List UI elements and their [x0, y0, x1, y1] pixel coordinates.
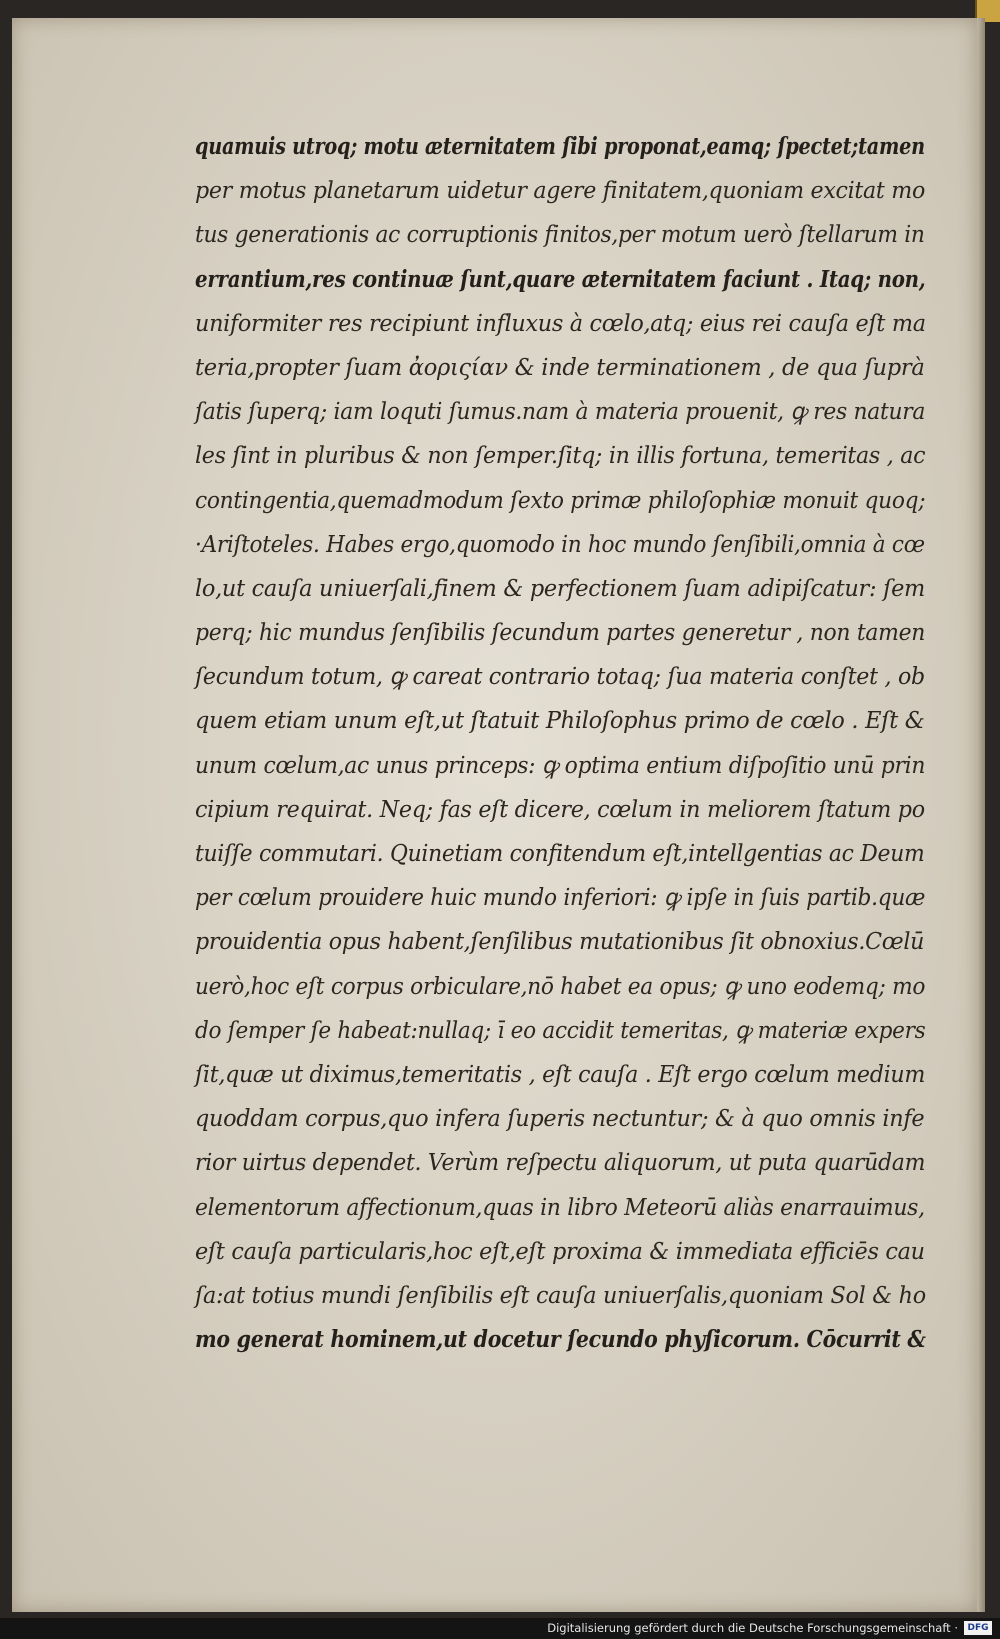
- text-line: tus generationis ac corruptionis finitos,per motum uerò ſtellarum in: [195, 221, 925, 249]
- text-line: quoddam corpus,quo infera ſuperis nectuntur; & à quo omnis infe: [195, 1105, 925, 1133]
- text-line: tuiſſe commutari. Quinetiam confitendum eſt,intellgentias ac Deum: [195, 840, 925, 867]
- text-line: eſt cauſa particularis,hoc eſt,eſt proxima & immediata efficiēs cau: [195, 1237, 925, 1265]
- text-line: ·Ariſtoteles. Habes ergo,quomodo in hoc mundo ſenſibili,omnia à cœ: [195, 530, 925, 558]
- text-line: rior uirtus dependet. Verùm reſpectu aliquorum, ut puta quarūdam: [195, 1149, 926, 1177]
- text-line: perq; hic mundus ſenſibilis ſecundum partes generetur , non tamen: [195, 619, 926, 647]
- footer-credit: Digitalisierung gefördert durch die Deutsche Forschungsgemeinschaft ·: [547, 1621, 958, 1635]
- text-line: ſecundum totum, ꝙ careat contrario totaq; ſua materia conſtet , ob: [195, 663, 925, 691]
- text-line: ſatis ſuperq; iam loquti ſumus.nam à materia prouenit, ꝙ res natura: [195, 398, 926, 426]
- text-line: ſa:at totius mundi ſenſibilis eſt cauſa uniuerſalis,quoniam Sol & ho: [195, 1281, 926, 1309]
- text-line: unum cœlum,ac unus princeps: ꝙ optima entium diſpoſitio unū prin: [195, 751, 926, 779]
- text-line: teria,propter ſuam ἀοριςίαν & inde terminationem , de qua ſuprà: [195, 353, 925, 381]
- footer-bar: [0, 1618, 1000, 1639]
- text-line: contingentia,quemadmodum ſexto primæ philoſophiæ monuit quoq;: [195, 486, 926, 514]
- text-line: lo,ut cauſa uniuerſali,finem & perfectionem ſuam adipiſcatur: ſem: [195, 574, 926, 602]
- text-line: per cœlum prouidere huic mundo inferiori: ꝙ ipſe in ſuis partib.quæ: [195, 884, 926, 912]
- text-line: elementorum affectionum,quas in libro Meteorū aliàs enarrauimus,: [195, 1193, 925, 1221]
- text-line: mo generat hominem,ut docetur ſecundo phyſicorum. Cōcurrit &: [195, 1326, 926, 1354]
- text-line: prouidentia opus habent,ſenſilibus mutationibus ſit obnoxius.Cœlū: [195, 928, 925, 956]
- page-edge: [977, 18, 985, 1612]
- dfg-logo-icon: DFG: [964, 1621, 992, 1635]
- text-line: cipium requirat. Neq; fas eſt dicere, cœlum in meliorem ſtatum po: [195, 795, 925, 823]
- text-line: per motus planetarum uidetur agere finitatem,quoniam excitat mo: [195, 177, 925, 205]
- text-line: les ſint in pluribus & non ſemper.ſitq; in illis fortuna, temeritas , ac: [195, 442, 926, 470]
- text-line: errantium,res continuæ ſunt,quare æternitatem faciunt . Itaq; non,: [195, 265, 926, 293]
- text-block: [195, 125, 935, 1362]
- text-line: ſit,quæ ut diximus,temeritatis , eſt cauſa . Eſt ergo cœlum medium: [195, 1060, 926, 1088]
- text-line: quamuis utroq; motu æternitatem ſibi proponat,eamq; ſpectet;tamen: [195, 133, 925, 160]
- text-line: quem etiam unum eſt,ut ſtatuit Philoſophus primo de cœlo . Eſt &: [195, 707, 925, 735]
- text-line: do ſemper ſe habeat:nullaq; ī eo accidit temeritas, ꝙ materiæ expers: [195, 1016, 926, 1044]
- text-line: uerò,hoc eſt corpus orbiculare,nō habet ea opus; ꝙ uno eodemq; mo: [195, 972, 926, 1000]
- text-line: uniformiter res recipiunt influxus à cœlo,atq; eius rei cauſa eſt ma: [195, 309, 926, 337]
